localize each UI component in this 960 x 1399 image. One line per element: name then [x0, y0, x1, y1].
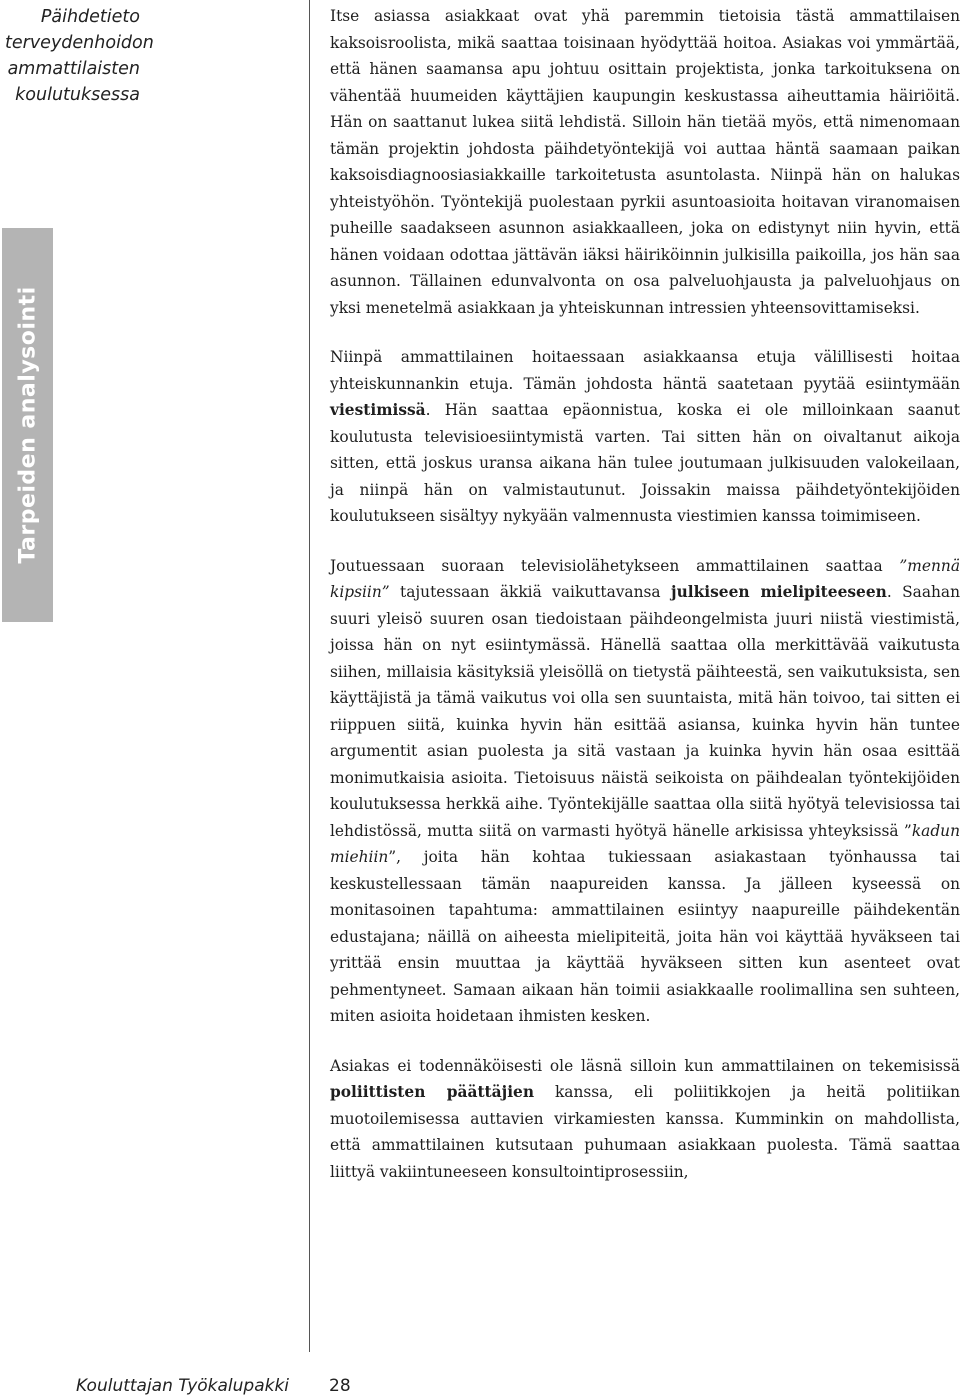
body-text — [330, 3, 960, 1208]
header-line: terveydenhoidon — [5, 33, 154, 53]
paragraph — [330, 344, 960, 530]
section-tab-label: Tarpeiden analysointi — [15, 286, 40, 564]
paragraph — [330, 1053, 960, 1186]
page-footer — [76, 1376, 351, 1396]
emphasis-bold: viestimissä — [330, 401, 426, 419]
page-number: 28 — [329, 1376, 351, 1396]
running-header — [5, 4, 154, 108]
emphasis-bold: julkiseen mielipiteeseen — [671, 583, 887, 601]
text-run: Joutuessaan suoraan televisiolähetykseen ammattilainen saattaa — [330, 556, 900, 575]
text-run: . Saahan suuri yleisö suuren osan tiedoistaan päihdeongelmista juuri niistä viestimistä, joissa hän on nyt esiintymässä. Hänellä saattaa olla merkittävää vaikutusta siihen, millaisia käsityksiä yleisöllä on tietystä päihteestä, sen vaikutuksista, sen käyttäjistä ja tämä vaikutus voi olla sen suuntaista, mitä hän toivoo, tai sitten ei riippuen siitä, kuinka hyvin hän esittää asiansa, kuinka hyvin hän tuntee argumentit asian puolesta ja sitä vastaan ja kuinka hyvin hän osaa esittää monimutkaisia asioita. Tietoisuus näistä seikoista on päihdealan työntekijöiden koulutuksessa herkkä aihe. Työntekijälle saattaa olla siitä hyötyä televisiossa tai lehdistössä, mutta siitä on varmasti hyötyä hänelle arkisissa yhteyksissä ” — [330, 583, 960, 840]
margin-divider — [309, 0, 310, 1352]
footer-title: Kouluttajan Työkalupakki — [76, 1376, 290, 1396]
emphasis-italic: ”mennä kipsiin” — [330, 556, 960, 601]
header-line: koulutuksessa — [15, 85, 140, 105]
text-run: ”, joita hän kohtaa tukiessaan asiakastaan työnhaussa tai keskustellessaan tämän naapureiden kanssa. Ja jälleen kyseessä on monitasoinen tapahtuma: ammattilainen esiintyy naapureille päihdekentän edustajana; näillä on aiheesta mielipiteitä, joita hän voi käyttää hyväkseen tai yrittää ensin muuttaa ja käyttää hyväkseen sitten kun asenteet ovat pehmentyneet. Samaan aikaan hän toimii asiakkaalle roolimallina sen suhteen, miten asioita hoidetaan ihmisten kesken. — [330, 848, 960, 1025]
emphasis-italic: kadun miehiin — [330, 821, 960, 866]
text-run: Niinpä ammattilainen hoitaessaan asiakkaansa etuja välillisesti hoitaa yhteiskunnankin etuja. Tämän johdosta häntä saatetaan pyytää esiintymään — [330, 348, 960, 393]
header-line: ammattilaisten — [7, 59, 140, 79]
text-run: kanssa, eli poliitikkojen ja heitä politiikan muotoilemisessa auttavien virkamiesten kanssa. Kumminkin on mahdollista, että ammattilainen kutsutaan puhumaan asiakkaan puolesta. Tämä saattaa liittyä vakiintuneeseen konsultointiprosessiin, — [330, 1083, 960, 1181]
header-line: Päihdetieto — [40, 7, 140, 27]
text-run: Asiakas ei todennäköisesti ole läsnä silloin kun ammattilainen on tekemisissä — [330, 1056, 960, 1075]
emphasis-bold: poliittisten päättäjien — [330, 1083, 535, 1101]
text-run: Itse asiassa asiakkaat ovat yhä paremmin tietoisia tästä ammattilaisen kaksoisroolista, mikä saattaa toisinaan hyödyttää hoitoa. Asiakas voi ymmärtää, että hänen saamansa apu johtuu osittain projektista, jonka tarkoituksena on vähentää huumeiden käyttäjien kaupungin keskustassa aiheuttamia häiriöitä. Hän on saattanut lukea siitä lehdistä. Silloin hän tietää myös, että nimenomaan tämän projektin johdosta päihdetyöntekijä voi auttaa häntä saamaan paikan kaksoisdiagnoosiasiakkaille tarkoitetusta asuntolasta. Niinpä hän on halukas yhteistyöhön. Työntekijä puolestaan pyrkii asuntoasioita hoitavan viranomaisen puheille saadakseen asunnon asiakkaalleen, joka on edistynyt niin hyvin, että hänen voidaan odottaa jättävän iäksi häiriköinnin julkisilla paikoilla, jos hän saa asunnon. Tällainen edunvalvonta on osa palveluohjausta ja palveluohjaus on yksi menetelmä asiakkaan ja yhteiskunnan intressien yhteensovittamiseksi. — [330, 7, 960, 317]
paragraph — [330, 3, 960, 321]
text-run: . Hän saattaa epäonnistua, koska ei ole milloinkaan saanut koulutusta televisioesiintymistä varten. Tai sitten hän on oivaltanut aikoja sitten, että joskus uransa aikana hän tulee joutumaan julkisuuden valokeilaan, ja niinpä hän on valmistautunut. Joissakin maissa päihdetyöntekijöiden koulutukseen sisältyy nykyään valmennusta viestimien kanssa toimimiseen. — [330, 401, 960, 525]
section-tab — [2, 228, 53, 622]
text-run: tajutessaan äkkiä vaikuttavansa — [389, 583, 672, 601]
paragraph — [330, 553, 960, 1030]
